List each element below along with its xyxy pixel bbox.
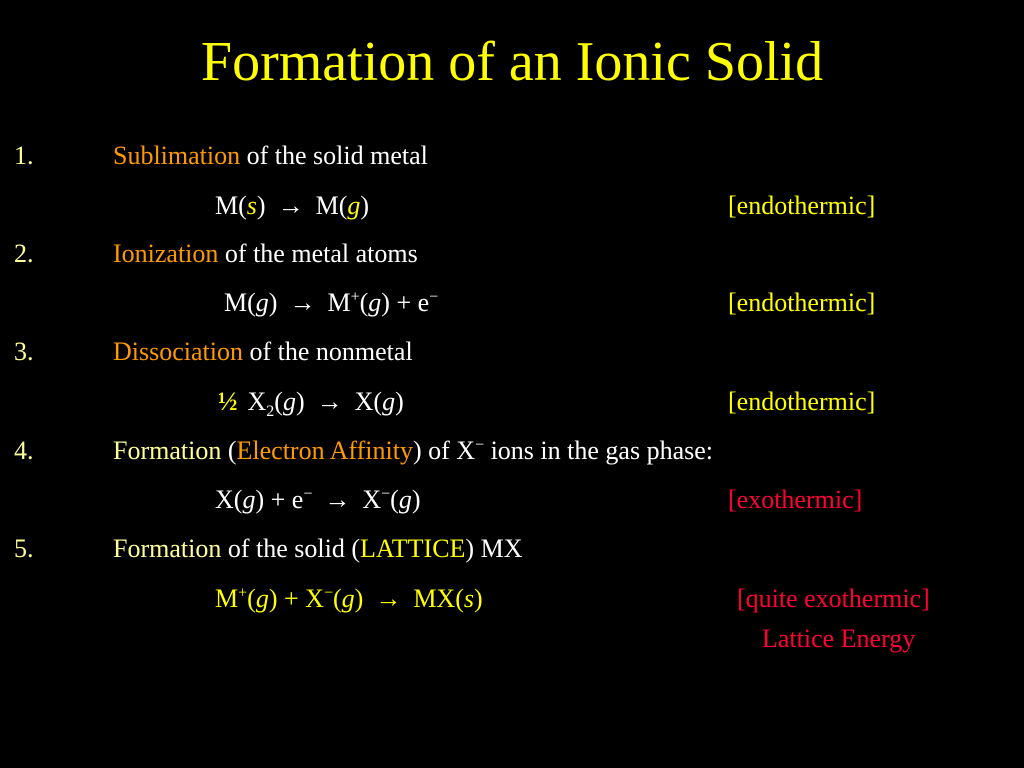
eq-text: M( — [215, 191, 247, 220]
slide-title: Formation of an Ionic Solid — [200, 31, 824, 93]
charge-superscript: − — [303, 485, 313, 503]
step-4-text: ( — [221, 436, 237, 465]
step-4-keyword: Formation — [113, 436, 222, 465]
state-symbol: g — [255, 584, 269, 613]
eq-text: ) — [395, 387, 404, 416]
reaction-arrow: → — [277, 191, 304, 220]
charge-superscript: + — [238, 584, 248, 602]
step-2-number: 2. — [14, 239, 34, 268]
charge-superscript: + — [350, 288, 360, 306]
eq-text: X — [247, 387, 267, 416]
step-3-number: 3. — [14, 337, 34, 366]
step-4-text: ions in the gas phase: — [484, 436, 713, 465]
step-2-keyword: Ionization — [113, 239, 219, 268]
step-2-equation — [224, 290, 438, 316]
state-symbol: g — [347, 191, 361, 220]
step-4-equation — [215, 487, 421, 513]
subscript: 2 — [266, 403, 275, 421]
step-5-equation — [215, 586, 483, 612]
state-symbol: g — [282, 387, 296, 416]
step-5-text: of the solid ( — [221, 534, 360, 563]
step-3-text: of the nonmetal — [243, 337, 413, 366]
step-5-heading — [113, 536, 522, 562]
step-2-tag: [endothermic] — [728, 288, 876, 317]
reaction-arrow: → — [324, 485, 351, 514]
eq-text: M( — [224, 288, 256, 317]
charge-superscript: − — [429, 288, 439, 306]
state-symbol: g — [255, 288, 269, 317]
eq-text: ( — [332, 584, 342, 613]
eq-text: ) + e — [381, 288, 430, 317]
step-1-number: 1. — [14, 141, 34, 170]
eq-text: ) — [474, 584, 483, 613]
eq-text: ( — [274, 387, 283, 416]
eq-text: ( — [390, 485, 399, 514]
step-1-heading — [113, 143, 428, 169]
eq-text: ) — [354, 584, 364, 613]
step-4-heading — [113, 438, 713, 464]
step-5-keyword: Formation — [113, 534, 222, 563]
state-symbol: g — [398, 485, 412, 514]
step-4-number: 4. — [14, 436, 34, 465]
step-4-keyword2: Electron Affinity — [236, 436, 413, 465]
step-1-tag: [endothermic] — [728, 191, 876, 220]
eq-text: X( — [215, 485, 243, 514]
eq-text: ) — [360, 191, 370, 220]
step-2-text: of the metal atoms — [218, 239, 418, 268]
eq-text: ( — [359, 288, 369, 317]
step-1-equation — [215, 193, 369, 219]
state-symbol: g — [341, 584, 355, 613]
state-symbol: s — [463, 584, 474, 613]
step-3-heading — [113, 339, 413, 365]
state-symbol: g — [382, 387, 396, 416]
eq-text: M( — [315, 191, 348, 220]
eq-text: ) + X — [268, 584, 324, 613]
step-3-keyword: Dissociation — [113, 337, 243, 366]
step-2-heading — [113, 241, 418, 267]
step-4-tag: [exothermic] — [728, 485, 863, 514]
step-1-keyword: Sublimation — [113, 141, 241, 170]
eq-text: M — [215, 584, 239, 613]
state-symbol: g — [242, 485, 256, 514]
eq-text: ) — [411, 485, 421, 514]
charge-superscript: − — [381, 485, 391, 503]
half-coefficient: ½ — [218, 387, 238, 416]
step-3-tag: [endothermic] — [728, 387, 876, 416]
reaction-arrow: → — [316, 387, 343, 416]
eq-text: X( — [354, 387, 383, 416]
eq-text: M — [327, 288, 351, 317]
eq-text: ) — [256, 191, 266, 220]
step-5-text: ) MX — [465, 534, 523, 563]
step-5-lattice-energy: Lattice Energy — [762, 624, 916, 653]
step-5-tag: [quite exothermic] — [737, 584, 930, 613]
state-symbol: s — [246, 191, 257, 220]
eq-text: MX( — [413, 584, 464, 613]
eq-text: ) — [268, 288, 278, 317]
eq-text: ) — [295, 387, 305, 416]
step-5-keyword2: LATTICE — [360, 534, 466, 563]
step-3-equation — [218, 387, 404, 421]
step-5-number: 5. — [14, 534, 34, 563]
state-symbol: g — [368, 288, 382, 317]
eq-text: X — [362, 485, 382, 514]
reaction-arrow: → — [289, 288, 316, 317]
step-4-text: ) of X — [412, 436, 476, 465]
step-1-text: of the solid metal — [240, 141, 428, 170]
charge-superscript: − — [475, 436, 485, 454]
eq-text: ) + e — [255, 485, 304, 514]
reaction-arrow: → — [375, 584, 402, 613]
eq-text: ( — [247, 584, 256, 613]
charge-superscript: − — [323, 584, 333, 602]
